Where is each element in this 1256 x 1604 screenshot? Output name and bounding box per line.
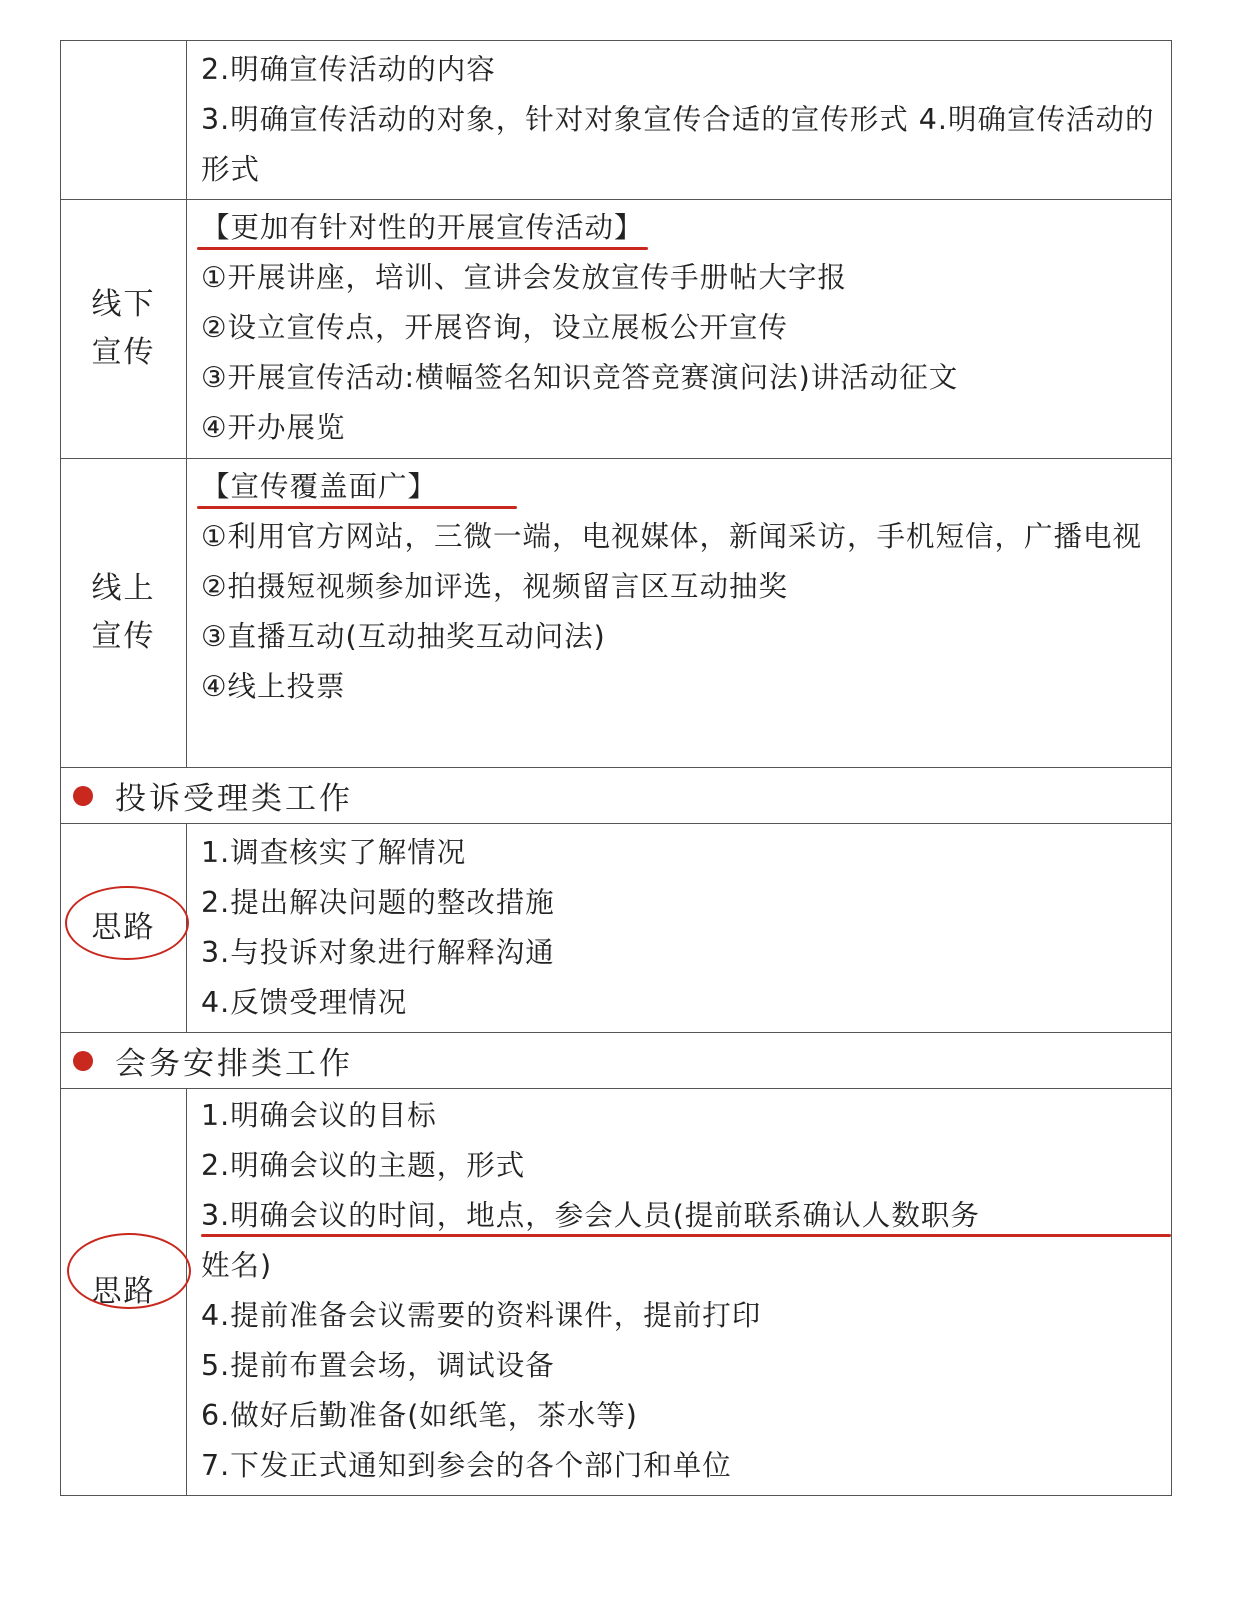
row-body bbox=[187, 824, 1171, 1032]
list-item: ①开展讲座，培训、宣讲会发放宣传手册帖大字报 bbox=[201, 261, 848, 294]
list-item: 7.下发正式通知到参会的各个部门和单位 bbox=[201, 1449, 732, 1482]
offline-publicity-row bbox=[61, 200, 1171, 459]
circle-mark bbox=[65, 886, 189, 960]
circle-mark bbox=[67, 1233, 191, 1309]
publicity-content-row bbox=[61, 41, 1171, 200]
section-title: 会务安排类工作 bbox=[115, 1046, 353, 1082]
notes-table bbox=[60, 40, 1172, 1496]
list-item: ②拍摄短视频参加评选，视频留言区互动抽奖 bbox=[201, 570, 789, 603]
list-item: ②设立宣传点，开展咨询，设立展板公开宣传 bbox=[201, 311, 789, 344]
red-underline bbox=[197, 247, 648, 250]
list-item: 1.明确会议的目标 bbox=[201, 1099, 437, 1132]
list-item: ④线上投票 bbox=[201, 670, 346, 703]
online-publicity-row bbox=[61, 459, 1171, 768]
row-body bbox=[187, 1089, 1171, 1495]
row-label-cell bbox=[61, 1089, 187, 1495]
list-item: 3.与投诉对象进行解释沟通 bbox=[201, 936, 555, 969]
meeting-steps-row bbox=[61, 1089, 1171, 1495]
list-item: 4.提前准备会议需要的资料课件，提前打印 bbox=[201, 1299, 762, 1332]
highlight-heading: 【更加有针对性的开展宣传活动】 bbox=[201, 203, 1161, 253]
row-label: 思路 bbox=[91, 1274, 156, 1309]
list-item: 2.明确会议的主题，形式 bbox=[201, 1149, 526, 1182]
red-underline bbox=[197, 506, 517, 509]
section-title: 投诉受理类工作 bbox=[115, 781, 353, 817]
list-item: 6.做好后勤准备(如纸笔，茶水等) bbox=[201, 1399, 638, 1432]
complaint-section-header bbox=[61, 768, 1171, 824]
bullet-dot-icon bbox=[73, 1051, 93, 1071]
complaint-steps-row bbox=[61, 824, 1171, 1033]
row-label: 思路 bbox=[91, 910, 156, 945]
row-label-cell bbox=[61, 200, 187, 458]
list-item: 2.提出解决问题的整改措施 bbox=[201, 886, 555, 919]
list-item: ④开办展览 bbox=[201, 411, 346, 444]
highlight-heading: 【宣传覆盖面广】 bbox=[201, 462, 1161, 512]
list-item: 姓名) bbox=[201, 1249, 273, 1282]
row-label-cell bbox=[61, 824, 187, 1032]
meeting-section-header bbox=[61, 1033, 1171, 1089]
row-body bbox=[187, 459, 1171, 767]
list-item: 5.提前布置会场，调试设备 bbox=[201, 1349, 555, 1382]
list-item: 4.反馈受理情况 bbox=[201, 986, 408, 1019]
highlight-line: 3.明确会议的时间，地点，参会人员(提前联系确认人数职务 bbox=[201, 1191, 1161, 1241]
row-body bbox=[187, 41, 1171, 199]
list-item: ③开展宣传活动:横幅签名知识竞答竞赛演问法)讲活动征文 bbox=[201, 361, 959, 394]
row-label: 线下宣传 bbox=[91, 287, 156, 370]
list-item: 3.明确宣传活动的对象，针对对象宣传合适的宣传形式 4.明确宣传活动的形式 bbox=[201, 103, 1155, 186]
bullet-dot-icon bbox=[73, 786, 93, 806]
list-item: 1.调查核实了解情况 bbox=[201, 836, 467, 869]
red-underline bbox=[201, 1234, 1171, 1237]
list-item: ①利用官方网站，三微一端，电视媒体，新闻采访，手机短信，广播电视 bbox=[201, 520, 1143, 553]
row-label-cell bbox=[61, 41, 187, 199]
list-item: 2.明确宣传活动的内容 bbox=[201, 53, 496, 86]
row-label-cell bbox=[61, 459, 187, 767]
list-item: ③直播互动(互动抽奖互动问法) bbox=[201, 620, 606, 653]
row-label: 线上宣传 bbox=[91, 571, 156, 654]
row-body bbox=[187, 200, 1171, 458]
